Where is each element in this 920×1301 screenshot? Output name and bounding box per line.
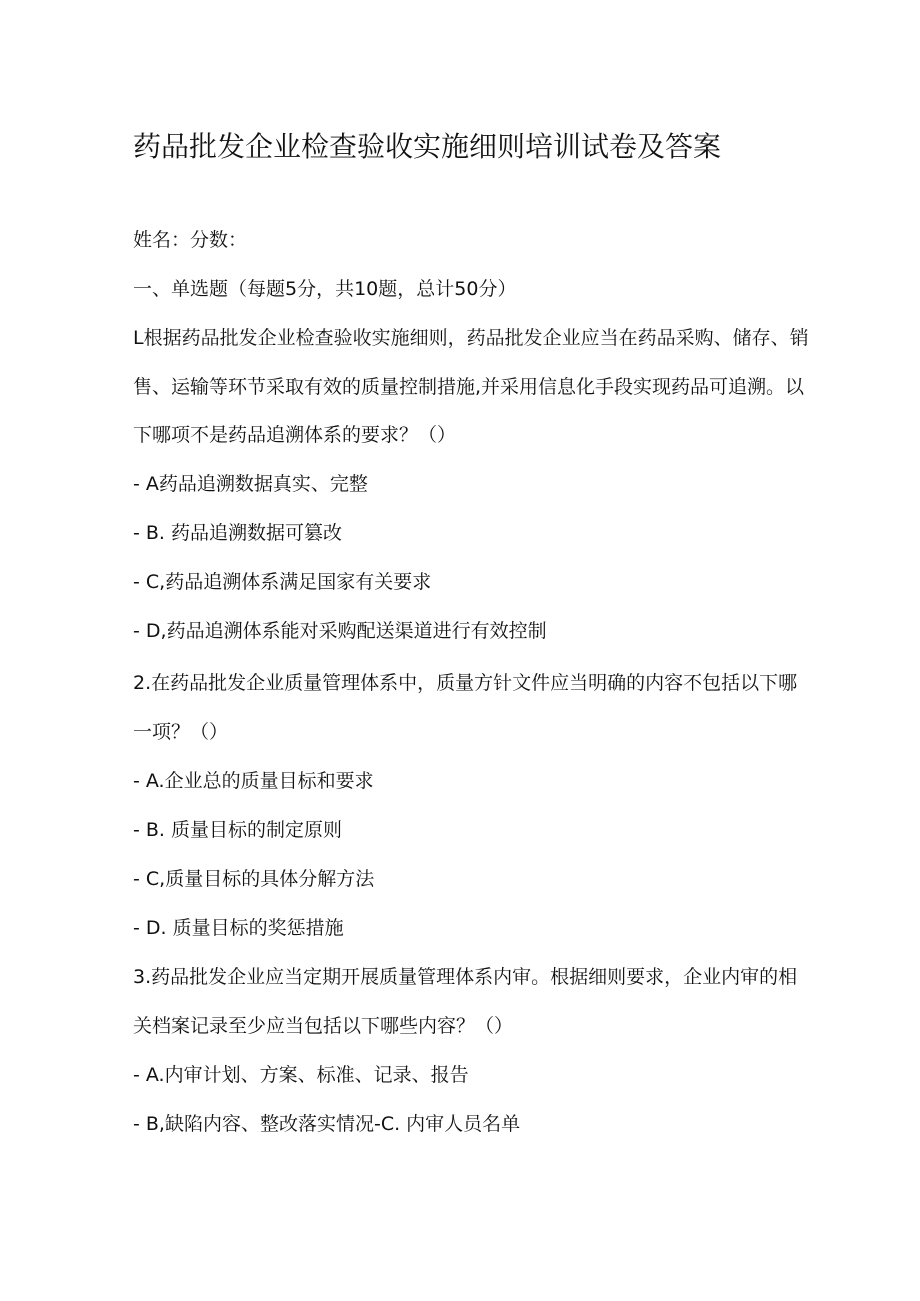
question-1-option-a: - A药品追溯数据真实、完整 (133, 473, 368, 495)
question-1-line-2: 售、运输等环节采取有效的质量控制措施,并采用信息化手段实现药品可追溯。以 (133, 376, 805, 398)
question-3-option-b: - B,缺陷内容、整改落实情况-C. 内审人员名单 (133, 1113, 521, 1135)
question-2-option-b: - B. 质量目标的制定原则 (133, 819, 343, 841)
question-1-option-d: - D,药品追溯体系能对采购配送渠道进行有效控制 (133, 620, 547, 642)
section-heading: 一、单选题（每题5分，共10题，总计50分） (133, 278, 517, 300)
question-3-line-1: 3.药品批发企业应当定期开展质量管理体系内审。根据细则要求，企业内审的相 (133, 966, 798, 988)
question-1-option-c: - C,药品追溯体系满足国家有关要求 (133, 571, 432, 593)
question-2-line-1: 2.在药品批发企业质量管理体系中，质量方针文件应当明确的内容不包括以下哪 (133, 672, 798, 694)
question-2-line-2: 一项？（） (133, 721, 229, 743)
question-1-line-3: 下哪项不是药品追溯体系的要求？（） (133, 424, 457, 446)
question-2-option-d: - D. 质量目标的奖惩措施 (133, 917, 344, 939)
question-2-option-c: - C,质量目标的具体分解方法 (133, 868, 375, 890)
question-1-option-b: - B. 药品追溯数据可篡改 (133, 522, 343, 544)
question-2-option-a: - A.企业总的质量目标和要求 (133, 770, 374, 792)
question-1-line-1: L根据药品批发企业检查验收实施细则，药品批发企业应当在药品采购、储存、销 (133, 327, 809, 349)
question-3-line-2: 关档案记录至少应当包括以下哪些内容？（） (133, 1015, 514, 1037)
document-title: 药品批发企业检查验收实施细则培训试卷及答案 (133, 130, 722, 163)
question-3-option-a: - A.内审计划、方案、标准、记录、报告 (133, 1064, 469, 1086)
name-score-line: 姓名：分数： (133, 229, 248, 251)
